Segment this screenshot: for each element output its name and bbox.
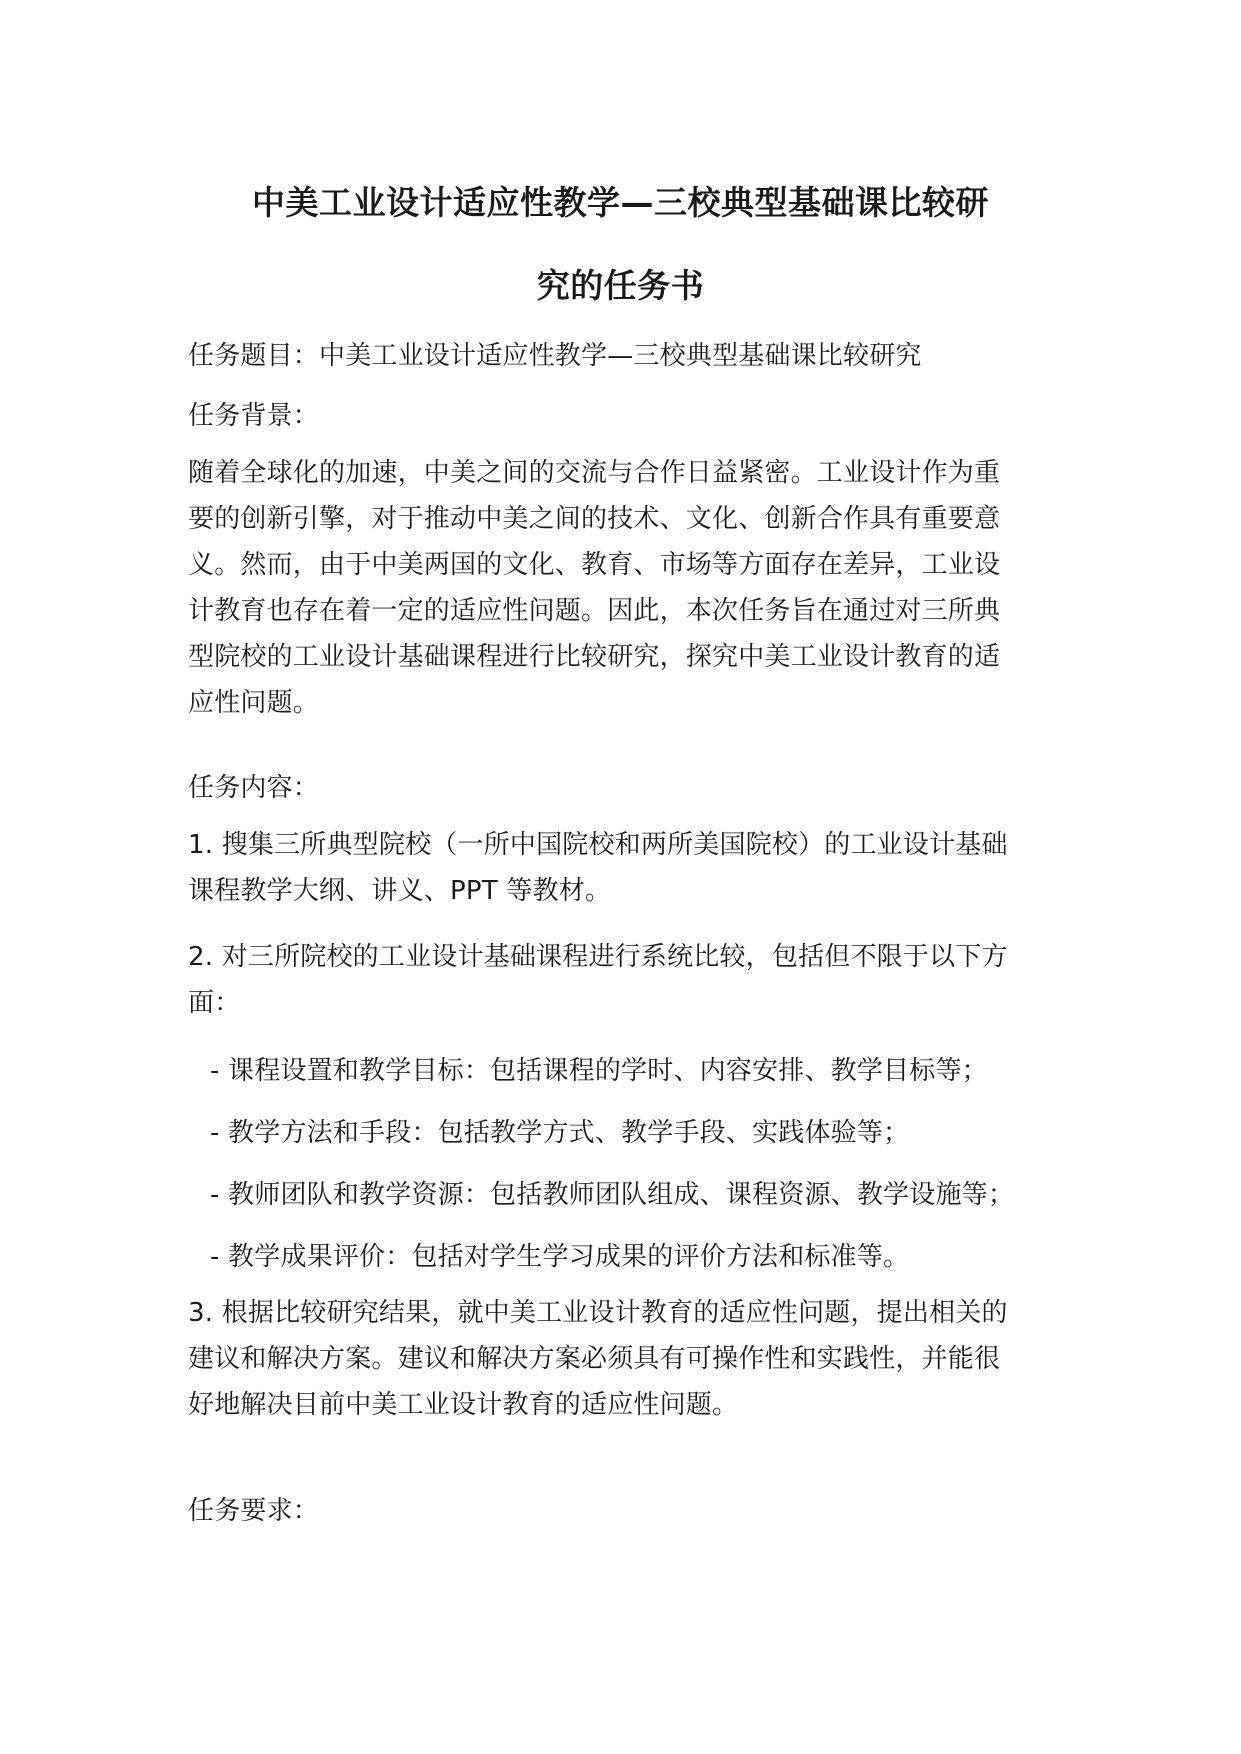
content-item-1 bbox=[188, 822, 1048, 914]
background-line: 应性问题。 bbox=[188, 688, 320, 718]
background-line: 随着全球化的加速，中美之间的交流与合作日益紧密。工业设计作为重 bbox=[188, 458, 1001, 488]
background-paragraph bbox=[188, 450, 1048, 726]
background-heading: 任务背景： bbox=[188, 401, 320, 431]
content-item-2 bbox=[188, 934, 1048, 1026]
background-line: 要的创新引擎，对于推动中美之间的技术、文化、创新合作具有重要意 bbox=[188, 504, 1001, 534]
sub-item: - 教学成果评价：包括对学生学习成果的评价方法和标准等。 bbox=[210, 1242, 910, 1272]
sub-item: - 教学方法和手段：包括教学方式、教学手段、实践体验等； bbox=[210, 1118, 910, 1148]
document-title-line-1: 中美工业设计适应性教学—三校典型基础课比较研 bbox=[252, 183, 989, 222]
content-item-2-line: 2. 对三所院校的工业设计基础课程进行系统比较，包括但不限于以下方 bbox=[188, 942, 1008, 972]
content-heading: 任务内容： bbox=[188, 773, 320, 803]
content-item-1-line: 课程教学大纲、讲义、PPT 等教材。 bbox=[188, 876, 612, 906]
content-item-3-line: 建议和解决方案。建议和解决方案必须具有可操作性和实践性，并能很 bbox=[188, 1344, 1001, 1374]
content-item-3-line: 3. 根据比较研究结果，就中美工业设计教育的适应性问题，提出相关的 bbox=[188, 1298, 1008, 1328]
requirements-heading: 任务要求： bbox=[188, 1496, 320, 1526]
content-item-3-line: 好地解决目前中美工业设计教育的适应性问题。 bbox=[188, 1390, 739, 1420]
sub-item: - 课程设置和教学目标：包括课程的学时、内容安排、教学目标等； bbox=[210, 1056, 988, 1086]
background-line: 计教育也存在着一定的适应性问题。因此，本次任务旨在通过对三所典 bbox=[188, 596, 1001, 626]
content-item-3 bbox=[188, 1290, 1048, 1428]
sub-item: - 教师团队和教学资源：包括教师团队组成、课程资源、教学设施等； bbox=[210, 1180, 1015, 1210]
task-topic: 任务题目：中美工业设计适应性教学—三校典型基础课比较研究 bbox=[188, 341, 922, 371]
content-item-2-line: 面： bbox=[188, 988, 241, 1018]
document-title-line-2: 究的任务书 bbox=[536, 266, 705, 305]
background-line: 义。然而，由于中美两国的文化、教育、市场等方面存在差异，工业设 bbox=[188, 550, 1001, 580]
background-line: 型院校的工业设计基础课程进行比较研究，探究中美工业设计教育的适 bbox=[188, 642, 1001, 672]
content-item-1-line: 1. 搜集三所典型院校（一所中国院校和两所美国院校）的工业设计基础 bbox=[188, 830, 1008, 860]
